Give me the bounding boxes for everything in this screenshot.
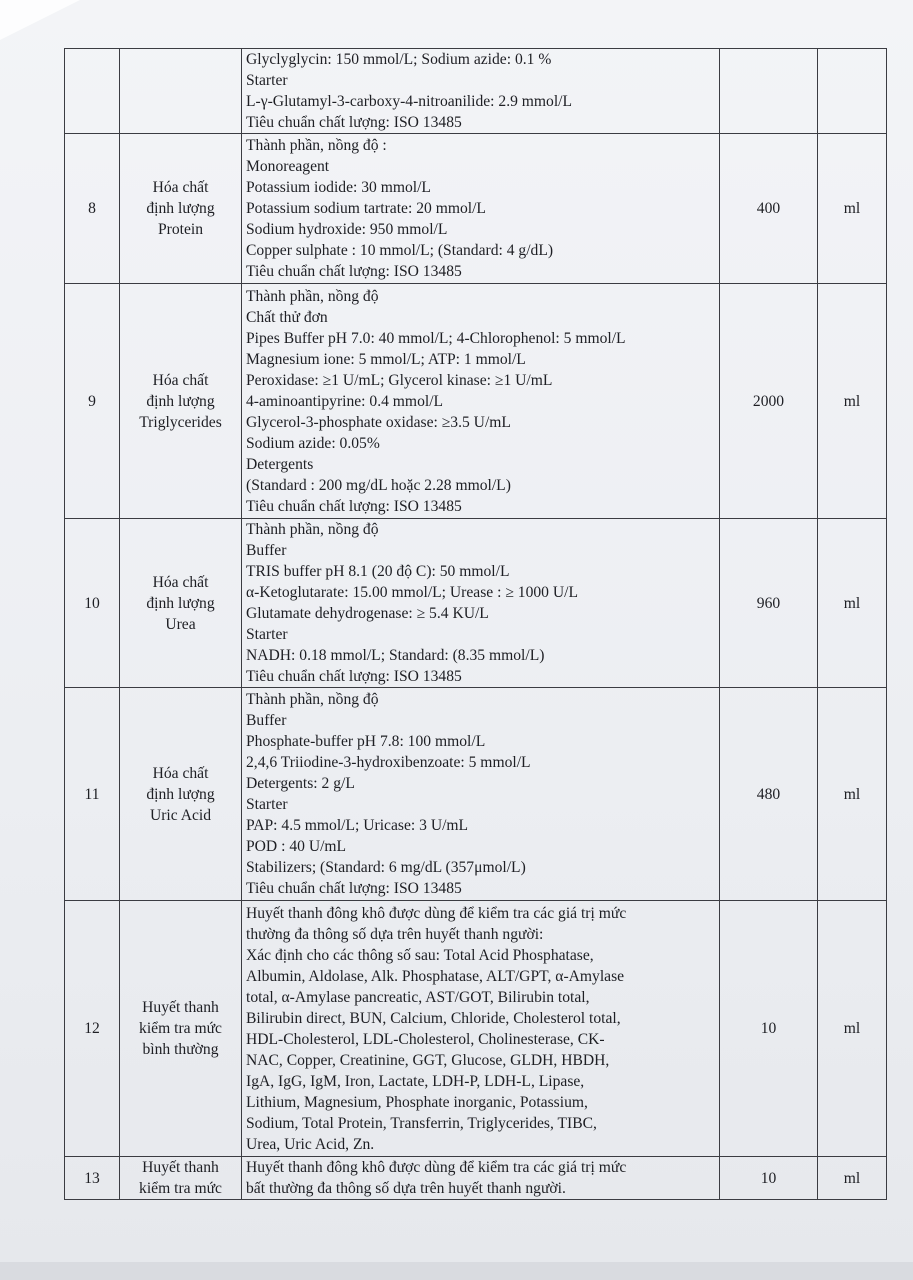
- page-bottom-edge: [0, 1262, 913, 1280]
- spec-line: NAC, Copper, Creatinine, GGT, Glucose, GLDH, HBDH,: [246, 1051, 610, 1069]
- spec-line: IgA, IgG, IgM, Iron, Lactate, LDH-P, LDH-L, Lipase,: [246, 1072, 585, 1090]
- item-name-line: kiểm tra mức: [139, 1180, 222, 1197]
- reagent-spec-table: [64, 48, 887, 1200]
- item-name-line: Protein: [157, 221, 204, 238]
- spec-line: Thành phần, nồng độ: [246, 521, 379, 538]
- spec-line: Peroxidase: ≥1 U/mL; Glycerol kinase: ≥1 U/mL: [246, 371, 553, 389]
- item-unit: ml: [818, 519, 887, 688]
- item-name-line: Urea: [165, 615, 196, 633]
- spec-line: Phosphate-buffer pH 7.8: 100 mmol/L: [246, 733, 486, 750]
- item-specification: [242, 49, 720, 134]
- spec-line: Detergents: [246, 455, 314, 473]
- item-name: [120, 284, 242, 519]
- spec-line: Albumin, Aldolase, Alk. Phosphatase, ALT/GPT, α-Amylase: [246, 967, 625, 985]
- item-quantity: 10: [720, 901, 818, 1157]
- item-specification: [242, 284, 720, 519]
- item-quantity: [720, 49, 818, 134]
- table-row: [65, 1157, 887, 1200]
- spec-line: Copper sulphate : 10 mmol/L; (Standard: 4 g/dL): [246, 242, 554, 259]
- item-quantity: 400: [720, 134, 818, 284]
- table-row: [65, 688, 887, 901]
- item-name-line: định lượng: [146, 785, 215, 803]
- spec-line: Glyclyglycin: 150 mmol/L; Sodium azide: 0.1 %: [246, 51, 552, 68]
- spec-line: PAP: 4.5 mmol/L; Uricase: 3 U/mL: [246, 817, 469, 834]
- item-name-line: Hóa chất: [152, 371, 209, 389]
- spec-line: TRIS buffer pH 8.1 (20 độ C): 50 mmol/L: [246, 563, 510, 580]
- item-unit: ml: [818, 134, 887, 284]
- spec-line: Thành phần, nồng độ: [246, 691, 379, 708]
- item-quantity: 960: [720, 519, 818, 688]
- item-name-line: Triglycerides: [139, 413, 222, 431]
- spec-line: 4-aminoantipyrine: 0.4 mmol/L: [246, 392, 444, 410]
- table-row: [65, 49, 887, 134]
- spec-line: L-γ-Glutamyl-3-carboxy-4-nitroanilide: 2.9 mmol/L: [246, 93, 573, 110]
- spec-line: Tiêu chuẩn chất lượng: ISO 13485: [246, 668, 462, 685]
- spec-line: Lithium, Magnesium, Phosphate inorganic, Potassium,: [246, 1093, 588, 1111]
- spec-line: Tiêu chuẩn chất lượng: ISO 13485: [246, 497, 462, 515]
- item-quantity: 480: [720, 688, 818, 901]
- row-number: 13: [65, 1157, 120, 1200]
- item-name-line: Uric Acid: [149, 806, 212, 824]
- row-number: [65, 49, 120, 134]
- spec-line: Huyết thanh đông khô được dùng để kiểm tra các giá trị mức: [246, 904, 627, 922]
- spec-line: Stabilizers; (Standard: 6 mg/dL (357μmol/L): [246, 859, 526, 876]
- table-row: [65, 134, 887, 284]
- spec-line: Starter: [246, 72, 288, 89]
- item-specification: [242, 1157, 720, 1200]
- row-number: 12: [65, 901, 120, 1157]
- row-number: 8: [65, 134, 120, 284]
- spec-line: Magnesium ione: 5 mmol/L; ATP: 1 mmol/L: [246, 350, 526, 368]
- item-quantity: 2000: [720, 284, 818, 519]
- spec-line: α-Ketoglutarate: 15.00 mmol/L; Urease : ≥ 1000 U/L: [246, 584, 578, 601]
- spec-line: total, α-Amylase pancreatic, AST/GOT, Bilirubin total,: [246, 988, 590, 1006]
- page-corner-fold: [0, 0, 80, 40]
- spec-line: Thành phần, nồng độ :: [246, 137, 387, 154]
- spec-line: Chất thử đơn: [246, 308, 328, 326]
- item-name: [120, 519, 242, 688]
- item-name-line: Hóa chất: [152, 764, 209, 782]
- spec-line: bất thường đa thông số dựa trên huyết thanh người.: [246, 1180, 566, 1197]
- spec-line: Pipes Buffer pH 7.0: 40 mmol/L; 4-Chlorophenol: 5 mmol/L: [246, 329, 626, 347]
- spec-line: Starter: [246, 626, 288, 643]
- item-name-line: Hóa chất: [152, 573, 209, 591]
- item-name: [120, 49, 242, 134]
- spec-line: Glutamate dehydrogenase: ≥ 5.4 KU/L: [246, 605, 489, 622]
- item-specification: [242, 519, 720, 688]
- spec-line: thường đa thông số dựa trên huyết thanh người:: [246, 925, 544, 943]
- spec-line: Buffer: [246, 542, 287, 559]
- item-name: [120, 901, 242, 1157]
- spec-line: Tiêu chuẩn chất lượng: ISO 13485: [246, 114, 462, 131]
- spec-line: (Standard : 200 mg/dL hoặc 2.28 mmol/L): [246, 476, 511, 494]
- spec-line: Starter: [246, 796, 288, 813]
- item-specification: [242, 901, 720, 1157]
- item-unit: ml: [818, 688, 887, 901]
- row-number: 10: [65, 519, 120, 688]
- spec-line: Buffer: [246, 712, 287, 729]
- item-unit: ml: [818, 284, 887, 519]
- spec-line: Tiêu chuẩn chất lượng: ISO 13485: [246, 263, 462, 280]
- item-specification: [242, 134, 720, 284]
- table-row: [65, 519, 887, 688]
- item-name-line: định lượng: [146, 594, 215, 612]
- item-unit: ml: [818, 901, 887, 1157]
- spec-line: Urea, Uric Acid, Zn.: [246, 1135, 375, 1153]
- spec-line: Bilirubin direct, BUN, Calcium, Chloride, Cholesterol total,: [246, 1009, 621, 1027]
- spec-line: Sodium hydroxide: 950 mmol/L: [246, 221, 448, 238]
- item-name: [120, 1157, 242, 1200]
- spec-line: HDL-Cholesterol, LDL-Cholesterol, Cholinesterase, CK-: [246, 1030, 605, 1048]
- item-unit: ml: [818, 1157, 887, 1200]
- spec-line: NADH: 0.18 mmol/L; Standard: (8.35 mmol/L): [246, 647, 545, 664]
- table-row: [65, 284, 887, 519]
- table-row: [65, 901, 887, 1157]
- item-name-line: định lượng: [146, 200, 215, 217]
- spec-line: Glycerol-3-phosphate oxidase: ≥3.5 U/mL: [246, 413, 511, 431]
- spec-line: Xác định cho các thông số sau: Total Acid Phosphatase,: [246, 946, 594, 964]
- item-name-line: Huyết thanh: [142, 1159, 219, 1176]
- spec-line: Detergents: 2 g/L: [246, 775, 355, 792]
- spec-line: Potassium iodide: 30 mmol/L: [246, 179, 431, 196]
- spec-line: Thành phần, nồng độ: [246, 287, 379, 305]
- item-name-line: kiểm tra mức: [139, 1020, 222, 1037]
- item-name-line: định lượng: [146, 392, 215, 410]
- spec-line: POD : 40 U/mL: [246, 838, 347, 855]
- item-specification: [242, 688, 720, 901]
- item-name-line: Hóa chất: [152, 179, 209, 196]
- spec-line: Monoreagent: [246, 158, 330, 175]
- item-quantity: 10: [720, 1157, 818, 1200]
- spec-line: 2,4,6 Triiodine-3-hydroxibenzoate: 5 mmol/L: [246, 754, 531, 771]
- item-name-line: Huyết thanh: [142, 999, 219, 1016]
- item-unit: [818, 49, 887, 134]
- item-name: [120, 134, 242, 284]
- row-number: 11: [65, 688, 120, 901]
- spec-line: Huyết thanh đông khô được dùng để kiểm tra các giá trị mức: [246, 1159, 627, 1176]
- item-name-line: bình thường: [142, 1041, 219, 1058]
- spec-line: Tiêu chuẩn chất lượng: ISO 13485: [246, 880, 462, 897]
- spec-line: Sodium, Total Protein, Transferrin, Triglycerides, TIBC,: [246, 1114, 597, 1132]
- spec-line: Potassium sodium tartrate: 20 mmol/L: [246, 200, 486, 217]
- spec-line: Sodium azide: 0.05%: [246, 434, 380, 452]
- item-name: [120, 688, 242, 901]
- row-number: 9: [65, 284, 120, 519]
